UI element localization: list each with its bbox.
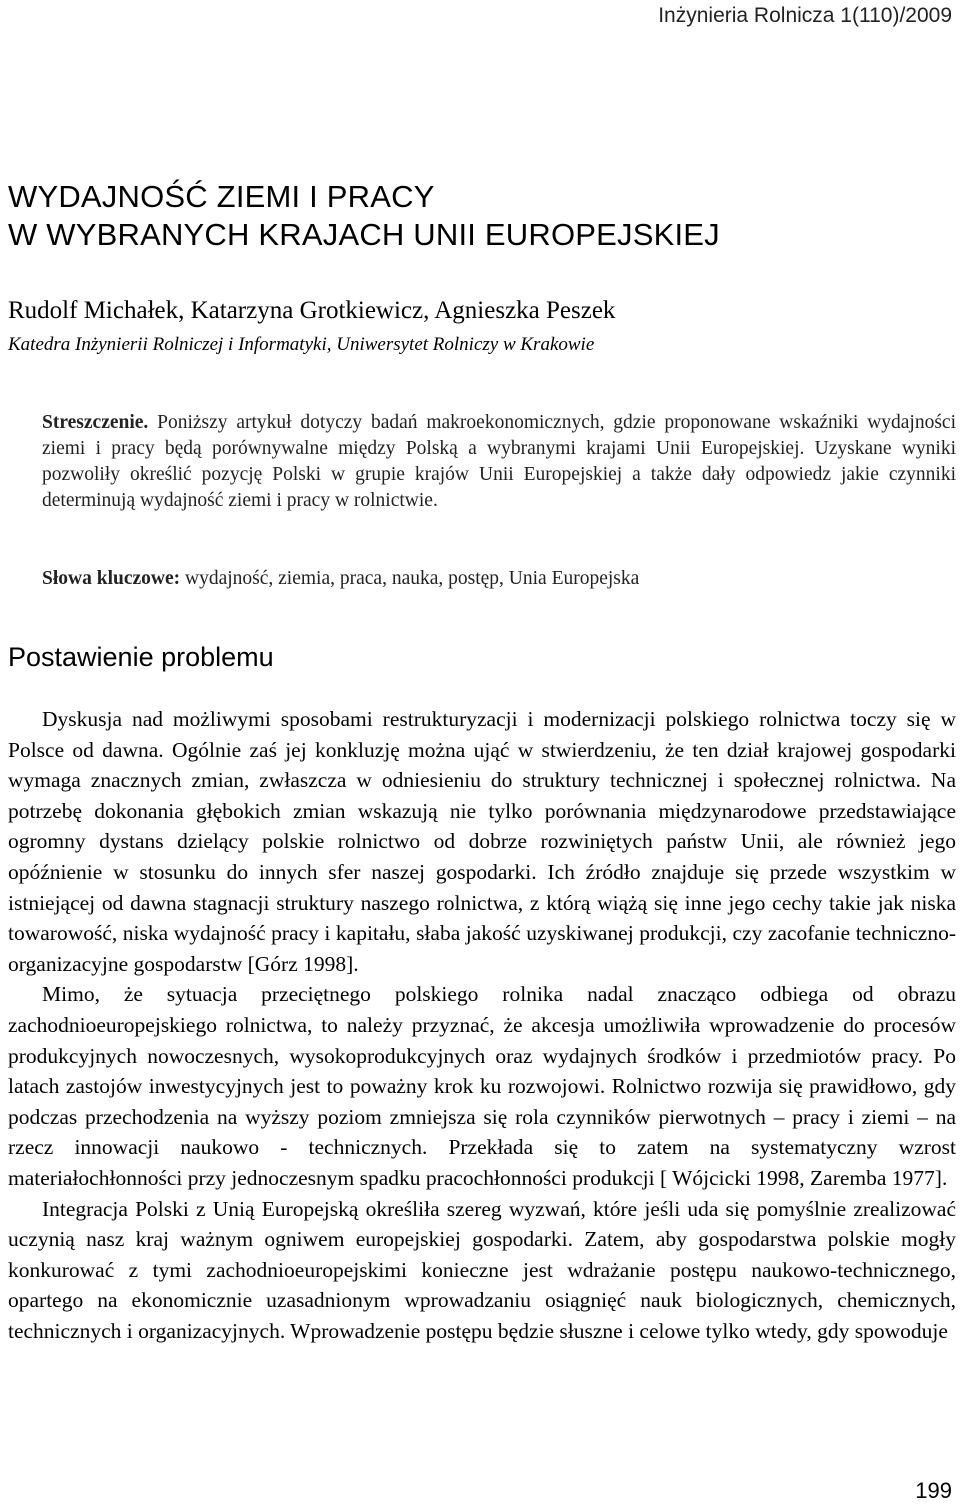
- abstract-text: Poniższy artykuł dotyczy badań makroekonomicznych, gdzie proponowane wskaźniki wydajności ziemi i pracy będą porównywalne między Polską a wybranymi krajami Unii Europejskiej. Uzyskane wyniki pozwoliły określić pozycję Polski w grupie krajów Unii Europejskiej a także dały odpowiedz jakie czynniki determinują wydajność ziemi i pracy w rolnictwie.: [42, 412, 957, 511]
- body-paragraph-2: Mimo, że sytuacja przeciętnego polskiego rolnika nadal znacząco odbiega od obrazu zachodnioeuropejskiego rolnictwa, to należy przyznać, że akcesja umożliwiła wprowadzenie do procesów produkcyjnych nowoczesnych, wysokoprodukcyjnych oraz wydajnych środków i przedmiotów pracy. Po latach zastojów inwestycyjnych jest to poważny krok ku rozwojowi. Rolnictwo rozwija się prawidłowo, gdy podczas przechodzenia na wyższy poziom zmniejsza się rola czynników pierwotnych – pracy i ziemi – na rzecz innowacji naukowo - technicznych. Przekłada się to zatem na systematyczny wzrost materiałochłonności przy jednoczesnym spadku pracochłonności produkcji [ Wójcicki 1998, Zaremba 1977].: [8, 982, 956, 1190]
- abstract-label: Streszczenie.: [42, 412, 149, 433]
- journal-header: Inżynieria Rolnicza 1(110)/2009: [658, 4, 952, 27]
- body-text: [8, 704, 956, 1346]
- article-affiliation: Katedra Inżynierii Rolniczej i Informatyki, Uniwersytet Rolniczy w Krakowie: [8, 334, 595, 355]
- section-heading: Postawienie problemu: [8, 642, 274, 672]
- body-paragraph-1: Dyskusja nad możliwymi sposobami restrukturyzacji i modernizacji polskiego rolnictwa toczy się w Polsce od dawna. Ogólnie zaś jej konkluzję można ująć w stwierdzeniu, że ten dział krajowej gospodarki wymaga znacznych zmian, zwłaszcza w odniesieniu do struktury technicznej i społecznej rolnictwa. Na potrzebę dokonania głębokich zmian wskazują nie tylko porównania międzynarodowe przedstawiające ogromny dystans dzielący polskie rolnictwo od dobrze rozwiniętych państw Unii, ale również jego opóźnienie w stosunku do innych sfer naszej gospodarki. Ich źródło znajduje się przede wszystkim w istniejącej od dawna stagnacji struktury naszego rolnictwa, z którą wiążą się inne jego cechy takie jak niska towarowość, niska wydajność pracy i kapitału, słaba jakość uzyskiwanej produkcji, czy zacofanie techniczno-organizacyjne gospodarstw [Górz 1998].: [8, 707, 956, 976]
- article-title-line-2: W WYBRANYCH KRAJACH UNII EUROPEJSKIEJ: [8, 217, 720, 252]
- page-number: 199: [915, 1478, 952, 1503]
- keywords-text: wydajność, ziemia, praca, nauka, postęp, Unia Europejska: [185, 568, 640, 589]
- body-paragraph-3: Integracja Polski z Unią Europejską określiła szereg wyzwań, które jeśli uda się pomyślnie zrealizować uczynią nasz kraj ważnym ogniwem europejskiej gospodarki. Zatem, aby gospodarstwa polskie mogły konkurować z tymi zachodnioeuropejskimi konieczne jest wdrażanie postępu naukowo-technicznego, opartego na ekonomicznie uzasadnionym wprowadzaniu osiągnięć nauk biologicznych, chemicznych, technicznych i organizacyjnych. Wprowadzenie postępu będzie słuszne i celowe tylko wtedy, gdy spowoduje: [8, 1196, 956, 1343]
- article-title: [8, 178, 720, 254]
- article-authors: Rudolf Michałek, Katarzyna Grotkiewicz, Agnieszka Peszek: [8, 297, 616, 324]
- keywords-label: Słowa kluczowe:: [42, 568, 181, 589]
- abstract: [42, 410, 956, 514]
- keywords: [42, 566, 956, 592]
- article-title-line-1: WYDAJNOŚĆ ZIEMI I PRACY: [8, 179, 435, 214]
